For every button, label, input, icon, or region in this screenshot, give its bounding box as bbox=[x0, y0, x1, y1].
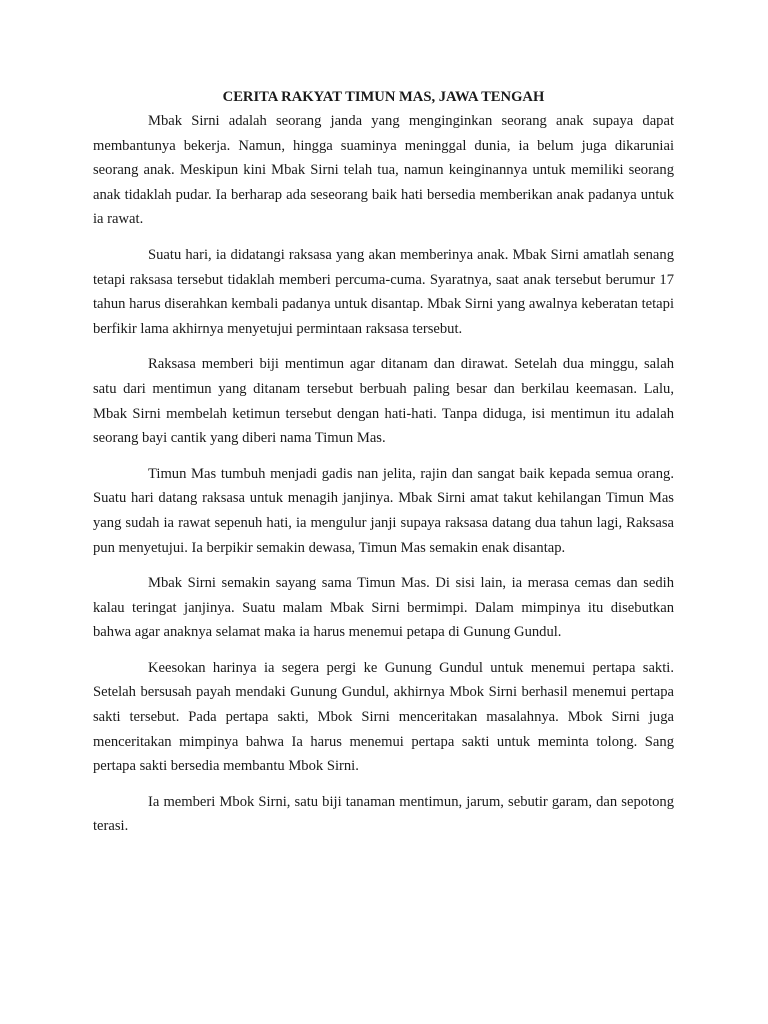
paragraph-4: Timun Mas tumbuh menjadi gadis nan jelita, rajin dan sangat baik kepada semua orang. Suatu hari datang raksasa untuk menagih janjinya. Mbak Sirni amat takut kehilangan Timun Mas yang sudah ia rawat sepenuh hati, ia mengulur janji supaya raksasa datang dua tahun lagi, Raksasa pun menyetujui. Ia berpikir semakin dewasa, Timun Mas semakin enak disantap. bbox=[93, 465, 674, 556]
paragraph-7: Ia memberi Mbok Sirni, satu biji tanaman mentimun, jarum, sebutir garam, dan sepotong terasi. bbox=[93, 793, 674, 835]
paragraph-6: Keesokan harinya ia segera pergi ke Gunung Gundul untuk menemui pertapa sakti. Setelah bersusah payah mendaki Gunung Gundul, akhirnya Mbok Sirni berhasil menemui pertapa sakti tersebut. Pada pertapa sakti, Mbok Sirni menceritakan masalahnya. Mbok Sirni juga menceritakan mimpinya bahwa Ia harus menemui pertapa sakti untuk meminta tolong. Sang pertapa sakti bersedia membantu Mbok Sirni. bbox=[93, 659, 674, 775]
paragraph-2: Suatu hari, ia didatangi raksasa yang akan memberinya anak. Mbak Sirni amatlah senang tetapi raksasa tersebut tidaklah memberi percuma-cuma. Syaratnya, saat anak tersebut berumur 17 tahun harus diserahkan kembali padanya untuk disantap. Mbak Sirni yang awalnya keberatan tetapi berfikir lama akhirnya menyetujui permintaan raksasa tersebut. bbox=[93, 246, 674, 337]
paragraph-5: Mbak Sirni semakin sayang sama Timun Mas. Di sisi lain, ia merasa cemas dan sedih kalau teringat janjinya. Suatu malam Mbak Sirni bermimpi. Dalam mimpinya itu disebutkan bahwa agar anaknya selamat maka ia harus menemui petapa di Gunung Gundul. bbox=[93, 575, 674, 641]
paragraph-1: Mbak Sirni adalah seorang janda yang menginginkan seorang anak supaya dapat membantunya bekerja. Namun, hingga suaminya meninggal dunia, ia belum juga dikaruniai seorang anak. Meskipun kini Mbak Sirni telah tua, namun keinginannya untuk memiliki seorang anak tidaklah pudar. Ia berharap ada seseorang baik hati bersedia memberikan anak padanya untuk ia rawat. bbox=[93, 113, 674, 228]
document-body bbox=[93, 85, 674, 850]
document-title: CERITA RAKYAT TIMUN MAS, JAWA TENGAH bbox=[222, 89, 545, 105]
paragraph-3: Raksasa memberi biji mentimun agar ditanam dan dirawat. Setelah dua minggu, salah satu dari mentimun yang ditanam tersebut berbuah paling besar dan berkilau keemasan. Lalu, Mbak Sirni membelah ketimun tersebut dengan hati-hati. Tanpa diduga, isi mentimun itu adalah seorang bayi cantik yang diberi nama Timun Mas. bbox=[93, 356, 674, 447]
